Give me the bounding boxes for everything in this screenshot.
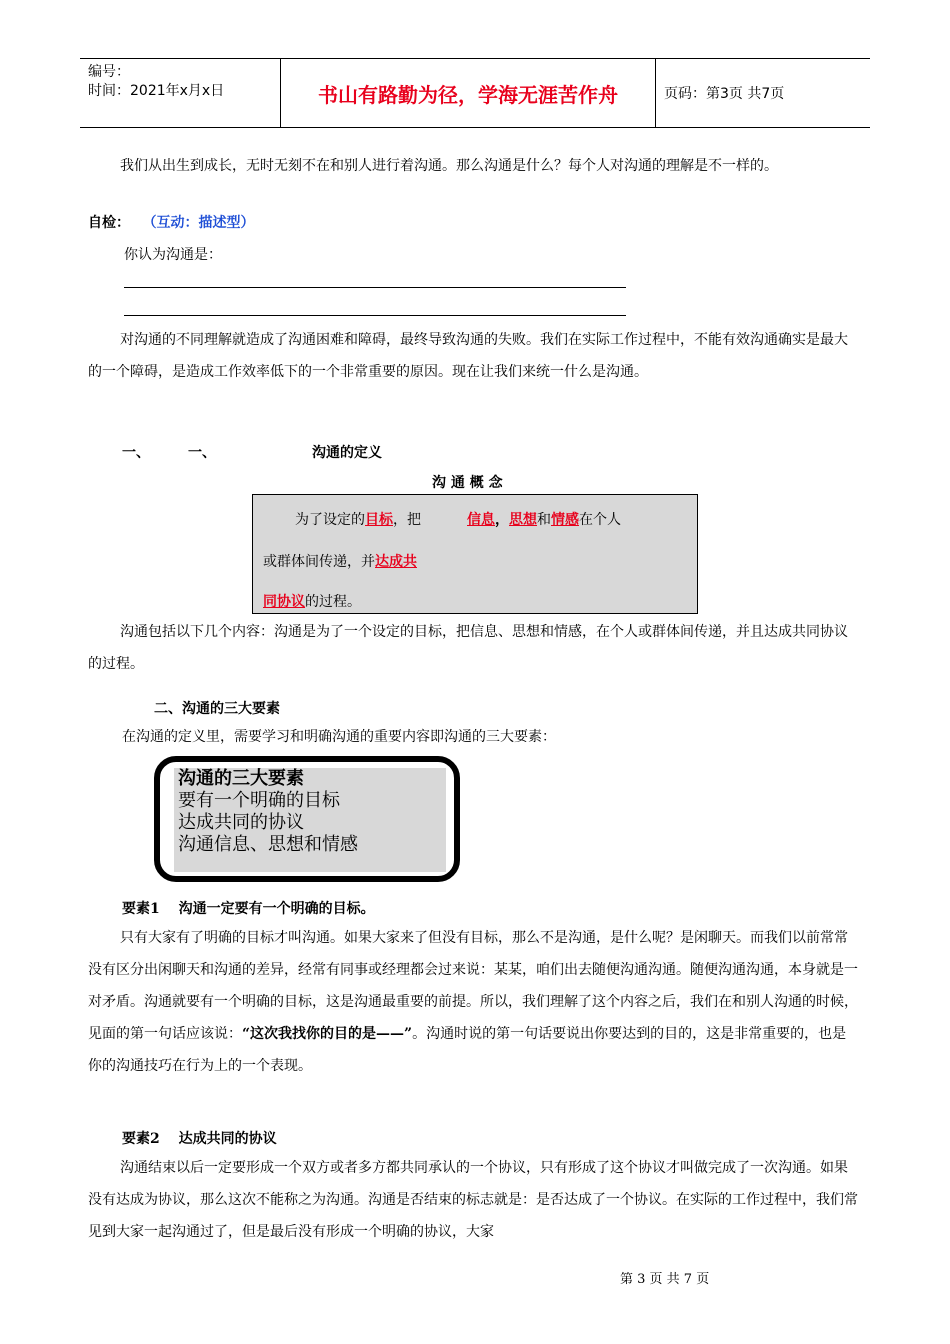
concept-title: 沟 通 概 念: [432, 475, 503, 491]
answer-line-2: [124, 315, 626, 316]
def-agree-2: 同协议: [263, 594, 305, 610]
three-elements-box: [154, 756, 460, 882]
element2-label: 要素2: [122, 1131, 160, 1147]
three-elements-content: [174, 768, 446, 872]
selfcheck-type: （互动：描述型）: [142, 215, 255, 231]
element1-quote: “这次我找你的目的是——”: [242, 1026, 413, 1042]
elements-item-3: 沟通信息、思想和情感: [178, 834, 358, 855]
header-page-code: 页码：第3页 共7页: [664, 86, 785, 102]
section2-intro: 在沟通的定义里，需要学习和明确沟通的重要内容即沟通的三大要素：: [122, 729, 556, 745]
elements-title: 沟通的三大要素: [178, 768, 304, 789]
element1-label: 要素1: [122, 901, 160, 917]
definition-box: [252, 494, 698, 614]
def-and: 和: [537, 512, 551, 528]
page-footer: 第 3 页 共 7 页: [620, 1272, 710, 1287]
section1-title: 沟通的定义: [312, 445, 382, 461]
element1-text-1: 只有大家有了明确的目标才叫沟通。如果大家来了但没有目标，那么不是沟通，是什么呢？是闲聊天。而我们以前常常没有区分出闲聊天和沟通的差异，经常有同事或经理都会过来说：某某，咱们出去随便沟通沟通。随便沟通沟通，本身就是一对矛盾。沟通就要有一个明确的目标，这是沟通最重要的前提。所以，我们理解了这个内容之后，我们在和别人沟通的时候，见面的第一句话应该说：: [88, 930, 858, 1042]
element1-text-2: 。沟通时说的第一句话要说出你要达到的目的，这是非常重要的，也是你的沟通技巧在行为上的一个表现。: [88, 1026, 847, 1074]
def-comma: ，: [495, 512, 509, 528]
header-motto: 书山有路勤为径，学海无涯苦作舟: [281, 59, 656, 127]
definition-line-3: [263, 591, 361, 611]
header-meta: [80, 59, 281, 127]
header-time: 时间：2021年x月x日: [88, 83, 225, 99]
elements-item-2: 达成共同的协议: [178, 812, 304, 833]
element2-paragraph: 沟通结束以后一定要形成一个双方或者多方都共同承认的一个协议，只有形成了这个协议才叫做完成了一次沟通。如果没有达成为协议，那么这次不能称之为沟通。沟通是否结束的标志就是：是否达成了一个协议。在实际的工作过程中，我们常见到大家一起沟通过了，但是最后没有形成一个明确的协议，大家: [88, 1160, 858, 1240]
selfcheck-label: 自检：: [88, 215, 130, 231]
section2-title: 二、沟通的三大要素: [154, 701, 280, 717]
elements-item-1: 要有一个明确的目标: [178, 790, 340, 811]
def-info: 信息: [467, 512, 495, 528]
def-thought: 思想: [509, 512, 537, 528]
answer-line-1: [124, 287, 626, 288]
answer-prompt: 你认为沟通是：: [124, 247, 222, 263]
section1-num1: 一、: [122, 445, 150, 461]
definition-line-2: [263, 551, 417, 571]
def-text-5: 的过程。: [305, 594, 361, 610]
def-emotion: 情感: [551, 512, 579, 528]
intro-paragraph: 我们从出生到成长，无时无刻不在和别人进行着沟通。那么沟通是什么？每个人对沟通的理解是不一样的。: [120, 158, 778, 174]
misunderstanding-paragraph: 对沟通的不同理解就造成了沟通困难和障碍，最终导致沟通的失败。我们在实际工作过程中，不能有效沟通确实是最大的一个障碍，是造成工作效率低下的一个非常重要的原因。现在让我们来统一什么是沟通。: [88, 332, 848, 380]
def-text-4: 或群体间传递，并: [263, 554, 375, 570]
def-text-1: 为了设定的: [295, 512, 365, 528]
selfcheck: [88, 212, 254, 232]
header-number: 编号：: [88, 64, 130, 80]
def-agree-1: 达成共: [375, 554, 417, 570]
element2-heading: [122, 1128, 277, 1148]
definition-line-1: [295, 509, 621, 529]
element1-heading: [122, 898, 375, 918]
page-header: [80, 58, 870, 128]
element1-title: 沟通一定要有一个明确的目标。: [178, 901, 375, 917]
definition-paragraph: 沟通包括以下几个内容：沟通是为了一个设定的目标，把信息、思想和情感，在个人或群体间传递，并且达成共同协议的过程。: [88, 624, 848, 672]
element1-paragraph: [88, 922, 858, 1082]
element2-title: 达成共同的协议: [178, 1131, 277, 1147]
section1-num2: 一、: [188, 445, 216, 461]
def-text-2: ，把: [393, 512, 421, 528]
def-text-3: 在个人: [579, 512, 621, 528]
def-target: 目标: [365, 512, 393, 528]
